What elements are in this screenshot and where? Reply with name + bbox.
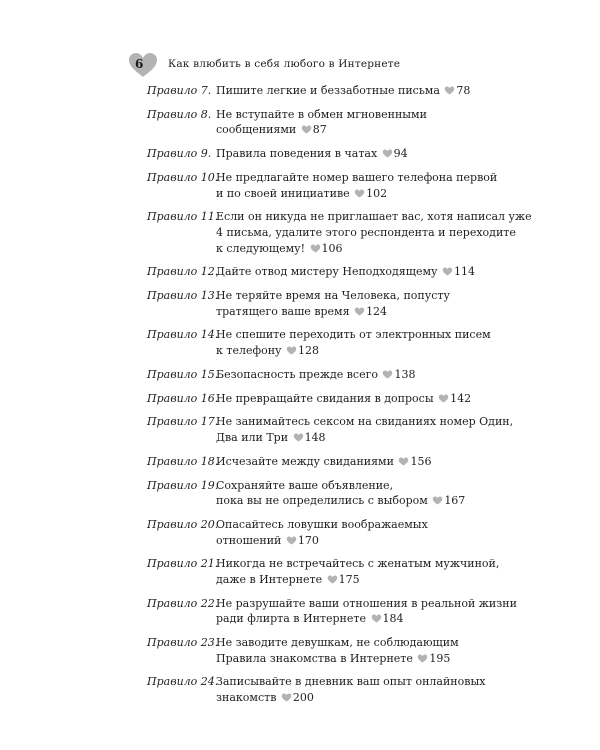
running-header (128, 52, 508, 78)
toc-entry (147, 170, 507, 201)
page-ref: 94 (393, 147, 408, 161)
rule-title-text: сообщениями (216, 123, 297, 137)
small-heart-icon (432, 496, 443, 505)
small-heart-icon (310, 244, 321, 253)
rule-title-text: Не вступайте в обмен мгновенными (216, 107, 427, 121)
rule-label: Правило 10. (147, 170, 219, 184)
rule-title-line (216, 146, 507, 162)
page-ref: 87 (312, 123, 327, 137)
rule-title-line (216, 343, 507, 359)
rule-title (216, 674, 507, 705)
rule-title-line (216, 517, 507, 533)
page-ref: 167 (444, 494, 466, 508)
rule-title-line (216, 391, 507, 407)
rule-label: Правило 7. (147, 84, 212, 97)
page-ref: 175 (338, 572, 360, 586)
rule-title-line (216, 367, 507, 383)
rule-title (216, 391, 507, 407)
toc-entry (147, 478, 507, 509)
table-of-contents (147, 83, 532, 714)
small-heart-icon (417, 654, 428, 663)
rule-title (216, 107, 507, 138)
rule-label: Правило 24. (147, 675, 219, 689)
page-ref: 124 (366, 304, 388, 318)
rule-title-line (216, 533, 507, 549)
rule-title-text: Не теряйте время на Человека, попусту (216, 289, 450, 303)
rule-title-text: и по своей инициативе (216, 186, 350, 200)
small-heart-icon (301, 125, 312, 134)
rule-title-line (216, 170, 507, 186)
rule-title-line (216, 596, 517, 612)
rule-label: Правило 9. (147, 147, 212, 161)
page-ref: 128 (298, 344, 320, 358)
rule-title-line (216, 572, 507, 588)
rule-title-line (216, 690, 507, 706)
rule-label: Правило 23. (147, 636, 219, 650)
rule-label: Правило 17. (147, 415, 219, 429)
rule-label: Правило 15. (147, 367, 219, 381)
rule-title-text: Не занимайтесь сексом на свиданиях номер Один, (216, 415, 514, 429)
rule-title (216, 478, 507, 509)
rule-title-text: знакомств (216, 691, 277, 704)
rule-title-text: Записывайте в дневник ваш опыт онлайновых (216, 675, 486, 689)
small-heart-icon (354, 189, 365, 198)
rule-title-line (216, 288, 507, 304)
rule-title-line (216, 414, 514, 430)
toc-entry (147, 635, 507, 666)
rule-title-text: 4 письма, удалите этого респондента и переходите (216, 225, 516, 239)
small-heart-icon (281, 693, 292, 702)
page-ref: 102 (366, 186, 388, 200)
rule-title (216, 83, 507, 99)
rule-title (216, 288, 507, 319)
small-heart-icon (442, 267, 453, 276)
rule-title-text: отношений (216, 533, 282, 547)
rule-label: Правило 11. (147, 210, 219, 224)
rule-title-line (216, 430, 507, 446)
toc-entry (147, 209, 532, 256)
toc-entry (147, 674, 507, 705)
rule-title-text: Безопасность прежде всего (216, 367, 378, 381)
small-heart-icon (398, 457, 409, 466)
rule-title-line (216, 83, 507, 99)
rule-title (216, 414, 514, 445)
rule-label: Правило 14. (147, 328, 219, 342)
rule-title (216, 170, 507, 201)
rule-title (216, 264, 507, 280)
toc-entry (147, 367, 507, 383)
rule-title-line (216, 674, 507, 690)
rule-title-text: Если он никуда не приглашает вас, хотя написал уже (216, 210, 532, 224)
rule-label: Правило 18. (147, 454, 219, 468)
toc-entry (147, 107, 507, 138)
rule-title-text: Опасайтесь ловушки воображаемых (216, 517, 428, 531)
rule-title-text: Не предлагайте номер вашего телефона первой (216, 170, 498, 184)
rule-title-text: Не заводите девушкам, не соблюдающим (216, 636, 459, 650)
page-ref: 170 (297, 533, 319, 547)
rule-title-text: Правила знакомства в Интернете (216, 651, 413, 665)
rule-title-text: Не превращайте свидания в допросы (216, 391, 434, 405)
rule-title (216, 146, 507, 162)
small-heart-icon (286, 346, 297, 355)
rule-title-text: ради флирта в Интернете (216, 612, 366, 626)
small-heart-icon (293, 433, 304, 442)
page-ref: 156 (410, 454, 432, 468)
page-ref: 138 (394, 367, 416, 381)
rule-title-line (216, 264, 507, 280)
rule-title-text: Исчезайте между свиданиями (216, 454, 394, 468)
page-ref: 184 (382, 612, 404, 626)
rule-label: Правило 22. (147, 596, 219, 610)
small-heart-icon (354, 307, 365, 316)
small-heart-icon (371, 614, 382, 623)
rule-title (216, 454, 507, 470)
rule-title (216, 556, 507, 587)
rule-title-line (216, 651, 507, 667)
rule-label: Правило 12. (147, 265, 219, 279)
rule-title-text: пока вы не определились с выбором (216, 494, 428, 508)
toc-entry (147, 288, 507, 319)
rule-title-text: Дайте отвод мистеру Неподходящему (216, 265, 438, 279)
toc-entry (147, 556, 507, 587)
rule-label: Правило 8. (147, 107, 212, 121)
small-heart-icon (438, 394, 449, 403)
rule-title (216, 635, 507, 666)
toc-entry (147, 517, 507, 548)
rule-title-text: даже в Интернете (216, 572, 323, 586)
rule-title (216, 367, 507, 383)
rule-label: Правило 19. (147, 478, 219, 492)
rule-title-text: Не разрушайте ваши отношения в реальной жизни (216, 596, 517, 610)
rule-label: Правило 20. (147, 517, 219, 531)
rule-title-text: к телефону (216, 344, 282, 358)
rule-title (216, 327, 507, 358)
rule-title-text: Пишите легкие и беззаботные письма (216, 84, 440, 97)
rule-title-text: к следующему! (216, 241, 306, 255)
rule-title-line (216, 304, 507, 320)
rule-title-text: Сохраняйте ваше объявление, (216, 478, 394, 492)
rule-title-line (216, 635, 507, 651)
small-heart-icon (327, 575, 338, 584)
rule-title (216, 517, 507, 548)
toc-entry (147, 83, 507, 99)
rule-title (216, 596, 517, 627)
small-heart-icon (382, 149, 393, 158)
small-heart-icon (382, 370, 393, 379)
page-ref: 106 (321, 241, 343, 255)
rule-label: Правило 21. (147, 557, 219, 571)
page-number: 6 (135, 57, 144, 71)
toc-entry (147, 146, 507, 162)
toc-entry (147, 596, 517, 627)
rule-title-text: Два или Три (216, 430, 289, 444)
rule-label: Правило 13. (147, 289, 219, 303)
rule-title-line (216, 186, 507, 202)
toc-entry (147, 414, 514, 445)
rule-title-text: Не спешите переходить от электронных писем (216, 328, 491, 342)
rule-title-line (216, 556, 507, 572)
toc-entry (147, 327, 507, 358)
rule-title-line (216, 611, 507, 627)
rule-title-line (216, 454, 507, 470)
rule-title-line (216, 241, 507, 257)
rule-title-text: тратящего ваше время (216, 304, 350, 318)
rule-title-line (216, 107, 507, 123)
rule-title-line (216, 225, 516, 241)
rule-title-text: Правила поведения в чатах (216, 147, 378, 161)
page-ref: 114 (454, 265, 476, 279)
toc-entry (147, 264, 507, 280)
rule-title (216, 209, 532, 256)
toc-entry (147, 391, 507, 407)
rule-title-text: Никогда не встречайтесь с женатым мужчиной, (216, 557, 500, 571)
running-title: Как влюбить в себя любого в Интернете (168, 58, 401, 70)
rule-title-line (216, 327, 507, 343)
rule-title-line (216, 493, 507, 509)
page-ref: 195 (429, 651, 451, 665)
small-heart-icon (444, 86, 455, 95)
page-ref: 200 (292, 691, 314, 704)
rule-title-line (216, 209, 532, 225)
toc-entry (147, 454, 507, 470)
small-heart-icon (286, 536, 297, 545)
rule-title-line (216, 122, 507, 138)
page-ref: 142 (450, 391, 472, 405)
page-ref: 78 (456, 84, 471, 97)
rule-title-line (216, 478, 507, 494)
page-ref: 148 (304, 430, 326, 444)
rule-label: Правило 16. (147, 391, 219, 405)
